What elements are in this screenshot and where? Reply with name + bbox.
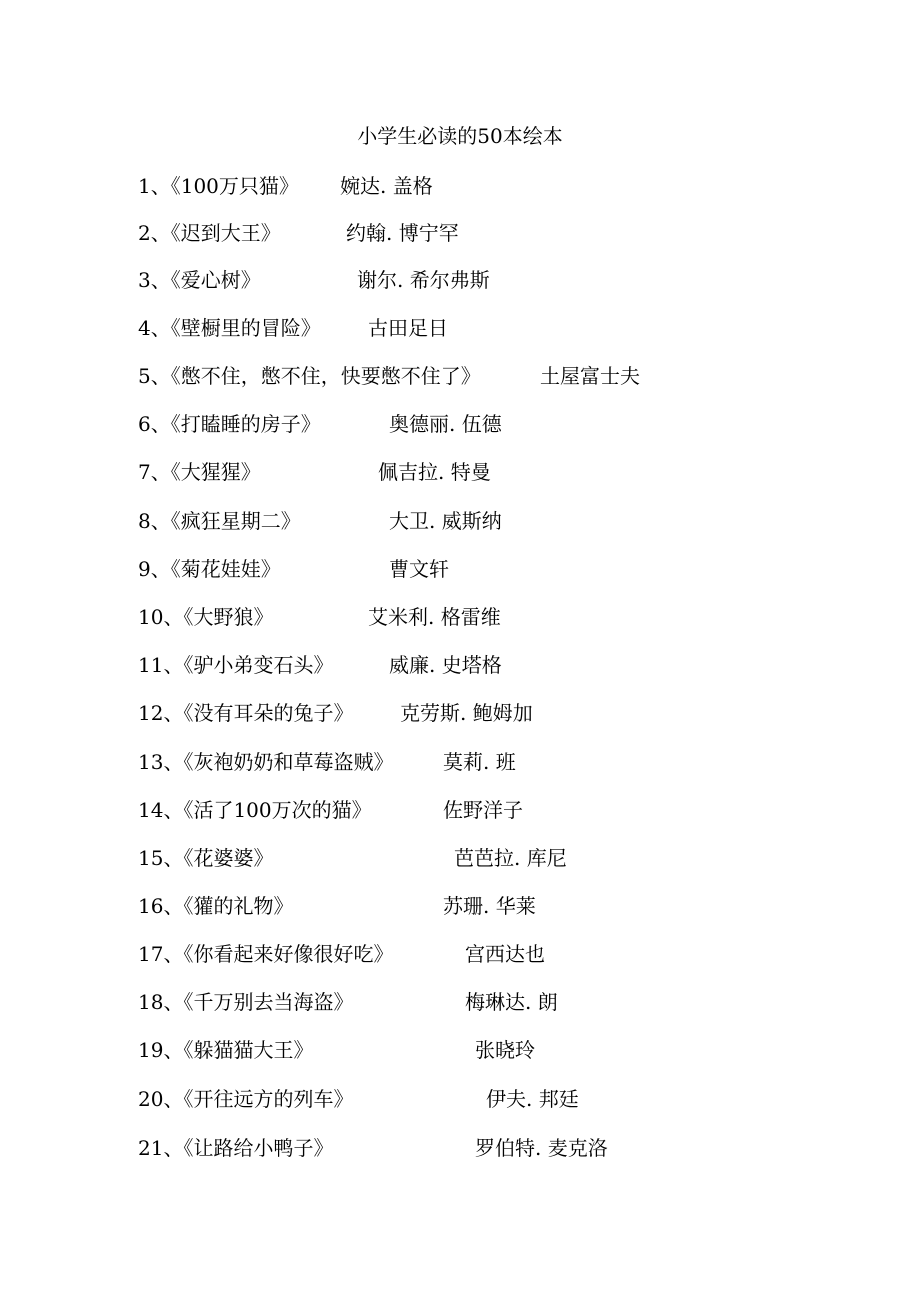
book-author: 梅琳达. 朗 xyxy=(465,990,558,1014)
list-item xyxy=(0,1084,920,1114)
book-author: 曹文轩 xyxy=(389,557,449,581)
document-title: 小学生必读的50本绘本 xyxy=(357,124,563,148)
book-author: 艾米利. 格雷维 xyxy=(368,605,501,629)
book-author: 苏珊. 华莱 xyxy=(443,894,536,918)
book-title: 19、《躲猫猫大王》 xyxy=(138,1038,314,1062)
list-item xyxy=(0,698,920,728)
book-author: 莫莉. 班 xyxy=(443,750,516,774)
list-item xyxy=(0,650,920,680)
book-title: 3、《爱心树》 xyxy=(138,268,261,292)
book-title: 1、《100万只猫》 xyxy=(138,174,299,198)
book-author: 佩吉拉. 特曼 xyxy=(378,460,491,484)
list-item xyxy=(0,987,920,1017)
list-item xyxy=(0,554,920,584)
book-author: 张晓玲 xyxy=(475,1038,535,1062)
book-author: 奥德丽. 伍德 xyxy=(389,412,502,436)
list-item xyxy=(0,891,920,921)
list-item xyxy=(0,361,920,391)
list-item xyxy=(0,602,920,632)
book-author: 伊夫. 邦廷 xyxy=(486,1087,579,1111)
book-title: 12、《没有耳朵的兔子》 xyxy=(138,701,354,725)
book-author: 威廉. 史塔格 xyxy=(389,653,502,677)
book-author: 大卫. 威斯纳 xyxy=(389,509,502,533)
book-title: 16、《獾的礼物》 xyxy=(138,894,294,918)
book-title: 8、《疯狂星期二》 xyxy=(138,509,301,533)
book-author: 克劳斯. 鲍姆加 xyxy=(400,701,533,725)
book-author: 约翰. 博宁罕 xyxy=(346,221,459,245)
list-item xyxy=(0,747,920,777)
list-item xyxy=(0,843,920,873)
list-item xyxy=(0,1133,920,1163)
book-title: 20、《开往远方的列车》 xyxy=(138,1087,354,1111)
list-item xyxy=(0,171,920,201)
list-item xyxy=(0,1035,920,1065)
book-title: 17、《你看起来好像很好吃》 xyxy=(138,942,394,966)
book-title: 21、《让路给小鸭子》 xyxy=(138,1136,334,1160)
book-author: 佐野洋子 xyxy=(443,798,523,822)
book-title: 11、《驴小弟变石头》 xyxy=(138,653,334,677)
book-author: 芭芭拉. 库尼 xyxy=(454,846,567,870)
list-item xyxy=(0,795,920,825)
book-author: 谢尔. 希尔弗斯 xyxy=(357,268,490,292)
book-title: 10、《大野狼》 xyxy=(138,605,274,629)
list-item xyxy=(0,218,920,248)
list-item xyxy=(0,506,920,536)
list-item xyxy=(0,313,920,343)
list-item xyxy=(0,939,920,969)
book-title: 6、《打瞌睡的房子》 xyxy=(138,412,321,436)
book-author: 婉达. 盖格 xyxy=(340,174,433,198)
book-title: 2、《迟到大王》 xyxy=(138,221,281,245)
book-title: 7、《大猩猩》 xyxy=(138,460,261,484)
book-title: 14、《活了100万次的猫》 xyxy=(138,798,372,822)
book-author: 土屋富士夫 xyxy=(540,364,640,388)
book-title: 5、《憋不住，憋不住，快要憋不住了》 xyxy=(138,364,481,388)
book-title: 4、《壁橱里的冒险》 xyxy=(138,316,321,340)
list-item xyxy=(0,409,920,439)
book-title: 9、《菊花娃娃》 xyxy=(138,557,281,581)
book-title: 18、《千万别去当海盗》 xyxy=(138,990,354,1014)
list-item xyxy=(0,457,920,487)
list-item xyxy=(0,265,920,295)
book-title: 15、《花婆婆》 xyxy=(138,846,274,870)
book-author: 宫西达也 xyxy=(465,942,545,966)
book-author: 罗伯特. 麦克洛 xyxy=(475,1136,608,1160)
book-title: 13、《灰袍奶奶和草莓盗贼》 xyxy=(138,750,394,774)
book-author: 古田足日 xyxy=(368,316,448,340)
